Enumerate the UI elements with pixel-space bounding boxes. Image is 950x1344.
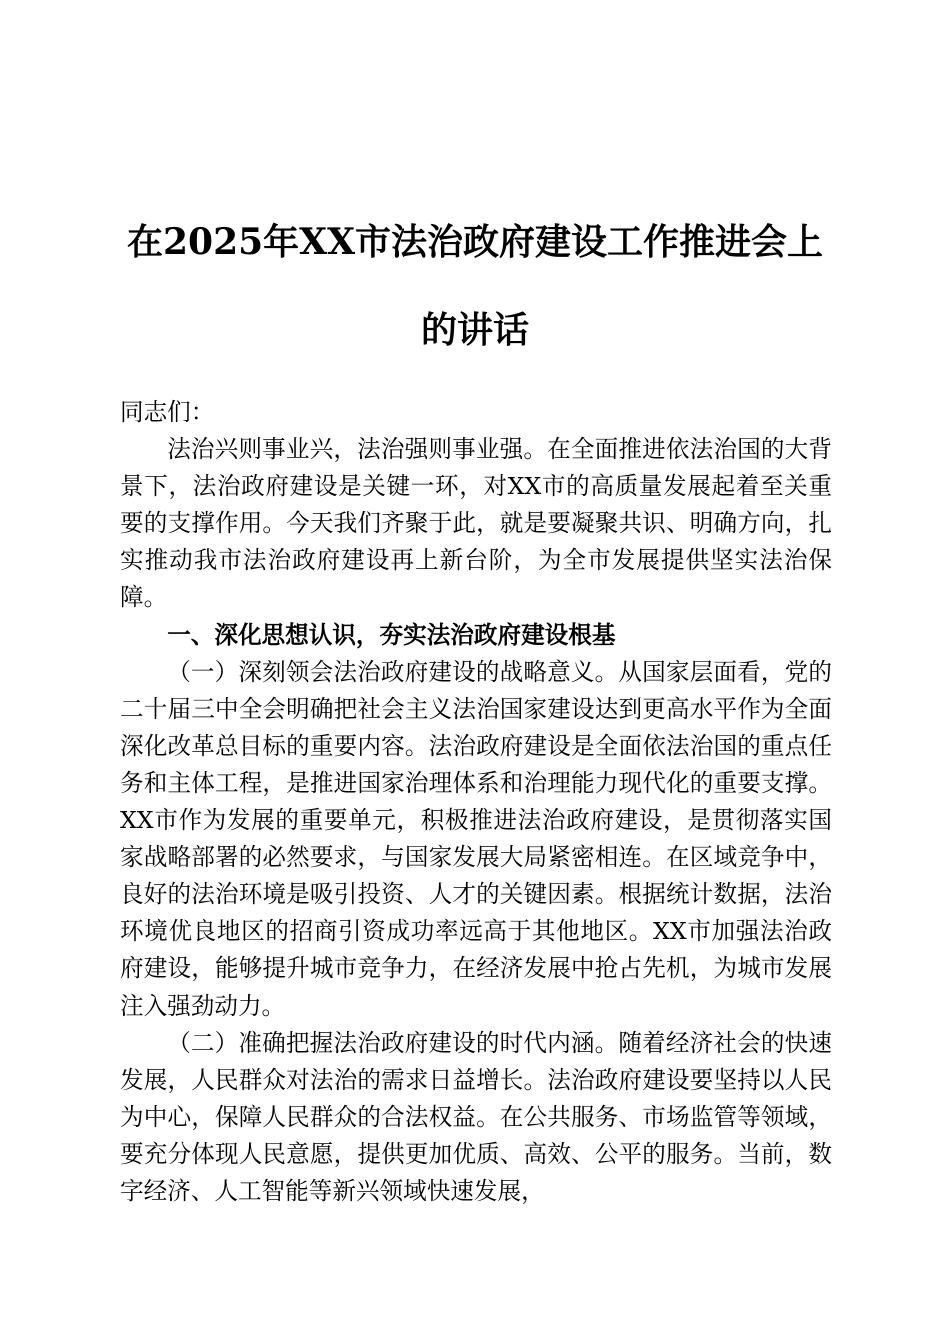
section-heading-1: 一、深化思想认识，夯实法治政府建设根基 (167, 620, 616, 649)
subsection-paragraph-1: （一）深刻领会法治政府建设的战略意义。从国家层面看，党的二十届三中全会明确把社会主义法治国家建设达到更高水平作为全面深化改革总目标的重要内容。法治政府建设是全面依法治国的重点任务和主体工程，是推进国家治理体系和治理能力现代化的重要支撑。XX市作为发展的重要单元，积极推进法治政府建设，是贯彻落实国家战略部署的必然要求，与国家发展大局紧密相连。在区域竞争中，良好的法治环境是吸引投资、人才的关键因素。根据统计数据，法治环境优良地区的招商引资成功率远高于其他地区。XX市加强法治政府建设，能够提升城市竞争力，在经济发展中抢占先机，为城市发展注入强劲动力。 (120, 657, 832, 1020)
title-line-1: 在2025年XX市法治政府建设工作推进会上 (126, 221, 824, 263)
salutation: 同志们： (120, 398, 215, 426)
document-body (120, 394, 832, 1210)
subsection-paragraph-2: （二）准确把握法治政府建设的时代内涵。随着经济社会的快速发展，人民群众对法治的需求日益增长。法治政府建设要坚持以人民为中心，保障人民群众的合法权益。在公共服务、市场监管等领域，要充分体现人民意愿，提供更加优质、高效、公平的服务。当前，数字经济、人工智能等新兴领域快速发展， (120, 1028, 832, 1205)
title-line-2: 的讲话 (420, 309, 529, 351)
intro-paragraph: 法治兴则事业兴，法治强则事业强。在全面推进依法治国的大背景下，法治政府建设是关键一环，对XX市的高质量发展起着至关重要的支撑作用。今天我们齐聚于此，就是要凝聚共识、明确方向，扎实推动我市法治政府建设再上新台阶，为全市发展提供坚实法治保障。 (120, 435, 832, 612)
document-title (100, 198, 850, 374)
